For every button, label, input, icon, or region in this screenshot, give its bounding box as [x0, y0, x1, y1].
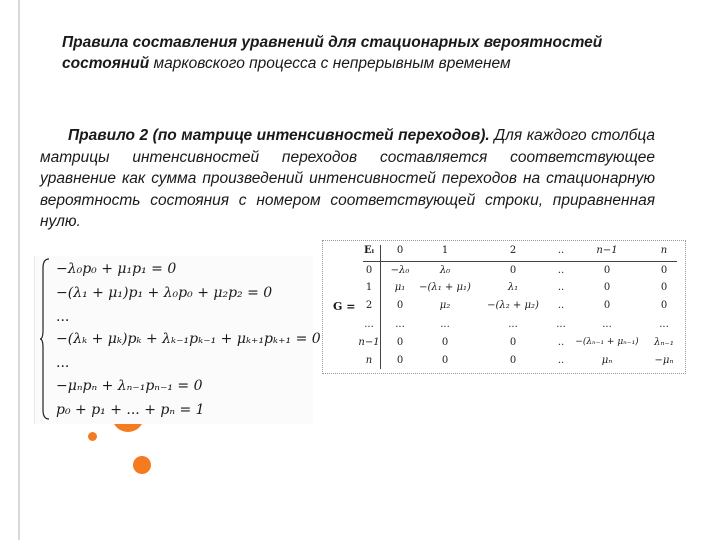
matrix-cell: ... — [602, 319, 612, 330]
matrix-cell: 0 — [396, 300, 404, 311]
matrix-cell: 0 — [603, 265, 611, 276]
matrix-col-header: n — [660, 245, 668, 256]
matrix-cell: −λ₀ — [390, 265, 410, 276]
matrix-cell: ... — [440, 319, 450, 330]
matrix-cell: .. — [557, 337, 565, 348]
rule-paragraph — [40, 125, 655, 233]
matrix-header-rule — [363, 261, 677, 262]
matrix-cell: λ₀ — [439, 265, 451, 276]
matrix-row-header: 0 — [365, 265, 373, 276]
rule-heading: Правило 2 (по матрице интенсивностей переходов). — [68, 127, 490, 144]
left-decor-line — [18, 0, 20, 540]
matrix-cell: 0 — [660, 300, 668, 311]
matrix-col-header: 1 — [441, 245, 449, 256]
left-brace-icon — [40, 258, 50, 420]
equation-line: −λ₀p₀ + μ₁p₁ = 0 — [56, 261, 177, 277]
matrix-row-rule — [380, 245, 381, 369]
matrix-cell: .. — [557, 282, 565, 293]
matrix-cell: ... — [395, 319, 405, 330]
matrix-cell: 0 — [603, 282, 611, 293]
matrix-cell: λ₁ — [507, 282, 519, 293]
matrix-cell: .. — [557, 300, 565, 311]
matrix-cell: 0 — [509, 337, 517, 348]
matrix-cell: 0 — [660, 265, 668, 276]
matrix-label: G = — [333, 300, 356, 313]
matrix-cell: 0 — [603, 300, 611, 311]
equation-line: −(λₖ + μₖ)pₖ + λₖ₋₁pₖ₋₁ + μₖ₊₁pₖ₊₁ = 0 — [56, 331, 321, 347]
equation-line: −(λ₁ + μ₁)p₁ + λ₀p₀ + μ₂p₂ = 0 — [56, 285, 273, 301]
matrix-corner: Eᵢ — [363, 245, 375, 256]
decor-dot-medium — [133, 456, 151, 474]
matrix-col-header: 0 — [396, 245, 404, 256]
rule-body: Для каждого столбца матрицы интенсивностей переходов составляется соответствующее уравнение как сумма произведений интенсивностей переходов на стационарную вероятность состояния с номером соответствующей строки, приравненная нулю. — [40, 127, 655, 230]
matrix-cell: μ₂ — [439, 300, 451, 311]
equation-line: p₀ + p₁ + ... + pₙ = 1 — [56, 402, 205, 418]
matrix-cell: 0 — [396, 337, 404, 348]
matrix-cell: 0 — [396, 355, 404, 366]
matrix-cell: ... — [556, 319, 566, 330]
equation-ellipsis: ... — [56, 309, 70, 325]
decor-dot-small — [88, 432, 97, 441]
matrix-cell: 0 — [509, 355, 517, 366]
equation-ellipsis: ... — [56, 355, 70, 371]
matrix-cell: 0 — [660, 282, 668, 293]
matrix-cell: −μₙ — [654, 355, 674, 366]
matrix-row-header: n−1 — [358, 337, 380, 348]
matrix-cell: 0 — [509, 265, 517, 276]
matrix-cell: −(λ₂ + μ₂) — [487, 300, 539, 311]
matrix-cell: ... — [659, 319, 669, 330]
matrix-cell: 0 — [441, 355, 449, 366]
matrix-cell: 0 — [441, 337, 449, 348]
slide-title-bold: Правила составления уравнений для стационарных вероятностей состояний — [62, 34, 603, 72]
transition-matrix — [322, 240, 686, 374]
slide-title — [62, 32, 682, 74]
matrix-cell: ... — [508, 319, 518, 330]
matrix-col-header: n−1 — [596, 245, 618, 256]
matrix-cell: μ₁ — [394, 282, 406, 293]
matrix-col-header: 2 — [509, 245, 517, 256]
matrix-cell: .. — [557, 265, 565, 276]
matrix-row-header: 2 — [365, 300, 373, 311]
matrix-row-header: ... — [364, 319, 374, 330]
slide-title-rest: марковского процесса с непрерывным временем — [149, 55, 511, 72]
matrix-row-header: n — [365, 355, 373, 366]
matrix-cell: λₙ₋₁ — [654, 337, 674, 348]
matrix-cell: −(λ₁ + μ₁) — [419, 282, 471, 293]
matrix-cell: .. — [557, 355, 565, 366]
matrix-cell: −(λₙ₋₁ + μₙ₋₁) — [575, 337, 639, 347]
matrix-row-header: 1 — [365, 282, 373, 293]
matrix-cell: μₙ — [601, 355, 613, 366]
equation-line: −μₙpₙ + λₙ₋₁pₙ₋₁ = 0 — [56, 378, 203, 394]
matrix-col-header: .. — [557, 245, 565, 256]
